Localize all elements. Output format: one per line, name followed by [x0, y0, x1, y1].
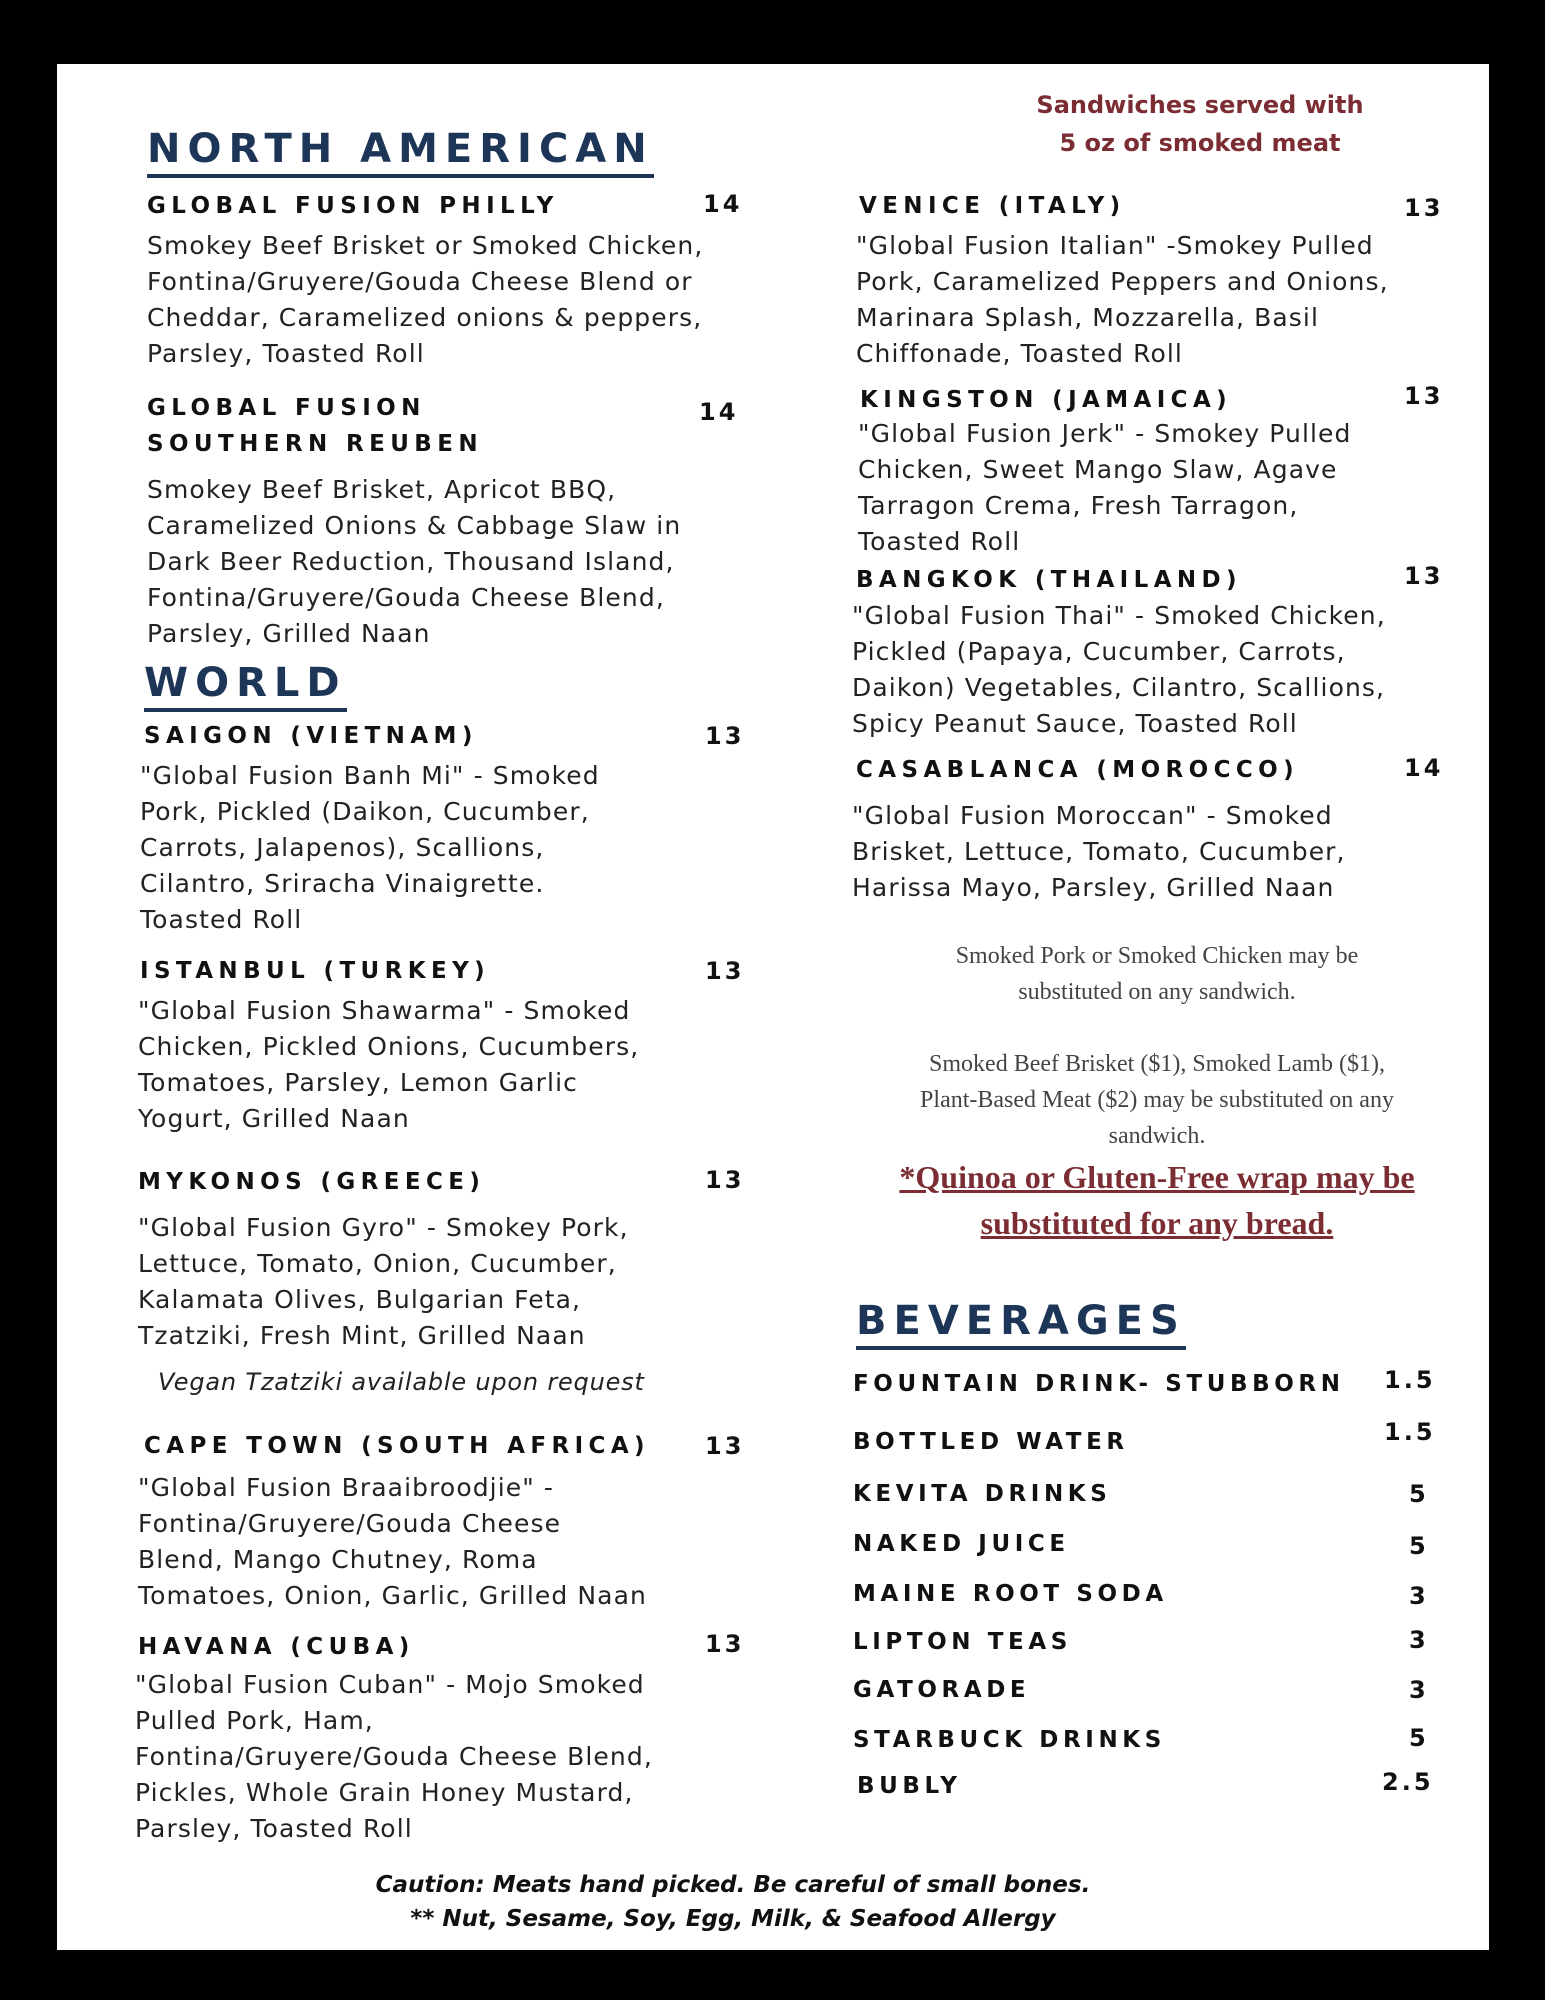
section-heading-north-american: NORTH AMERICAN: [147, 126, 654, 178]
beverage-price: 3: [1409, 1626, 1429, 1654]
beverage-price: 5: [1409, 1480, 1429, 1508]
menu-item-price: 13: [705, 722, 745, 750]
menu-item-description: "Global Fusion Moroccan" - Smoked Brisket, Lettuce, Tomato, Cucumber, Harissa Mayo, Parsley, Grilled Naan: [852, 801, 1346, 902]
menu-item-name: KINGSTON (JAMAICA): [860, 387, 1233, 413]
menu-item-name: VENICE (ITALY): [859, 193, 1126, 219]
substitution-note: Smoked Pork or Smoked Chicken may be substituted on any sandwich.: [955, 943, 1359, 1005]
beverage-price: 5: [1409, 1724, 1429, 1752]
menu-item-price: 14: [699, 398, 739, 426]
menu-item-name: GLOBAL FUSION: [147, 395, 426, 421]
beverage-price: 3: [1409, 1676, 1429, 1704]
menu-item-price: 13: [1404, 194, 1444, 222]
beverage-price: 2.5: [1382, 1768, 1434, 1796]
allergy-caution-footer: Caution: Meats hand picked. Be careful of small bones. ** Nut, Sesame, Soy, Egg, Milk, & Seafood Allergy: [375, 1872, 1091, 1932]
menu-item-description: Smokey Beef Brisket or Smoked Chicken, Fontina/Gruyere/Gouda Cheese Blend or Cheddar, Caramelized onions & peppers, Parsley, Toasted Roll: [147, 231, 704, 368]
menu-item-price: 13: [1404, 382, 1444, 410]
menu-item-name: BANGKOK (THAILAND): [856, 567, 1242, 593]
section-heading-world: WORLD: [144, 660, 347, 712]
beverage-price: 3: [1409, 1582, 1429, 1610]
menu-item-description: "Global Fusion Shawarma" - Smoked Chicken, Pickled Onions, Cucumbers, Tomatoes, Parsley, Lemon Garlic Yogurt, Grilled Naan: [138, 996, 640, 1133]
beverage-name: STARBUCK DRINKS: [853, 1727, 1166, 1753]
menu-item-price: 13: [1404, 562, 1444, 590]
menu-item-name: CAPE TOWN (SOUTH AFRICA): [144, 1433, 650, 1459]
beverage-price: 1.5: [1384, 1366, 1436, 1394]
menu-item-name: SAIGON (VIETNAM): [144, 723, 478, 749]
menu-item-price: 14: [703, 190, 743, 218]
beverage-name: GATORADE: [853, 1677, 1031, 1703]
menu-item-description: "Global Fusion Banh Mi" - Smoked Pork, Pickled (Daikon, Cucumber, Carrots, Jalapenos), Scallions, Cilantro, Sriracha Vinaigrette. Toasted Roll: [140, 761, 600, 934]
beverage-name: MAINE ROOT SODA: [853, 1581, 1168, 1607]
beverage-name: BOTTLED WATER: [853, 1429, 1129, 1455]
menu-item-description: "Global Fusion Thai" - Smoked Chicken, Pickled (Papaya, Cucumber, Carrots, Daikon) Vegetables, Cilantro, Scallions, Spicy Peanut Sauce, Toasted Roll: [852, 601, 1386, 738]
menu-item-price: 14: [1404, 754, 1444, 782]
beverage-name: NAKED JUICE: [853, 1531, 1070, 1557]
menu-item-description: "Global Fusion Cuban" - Mojo Smoked Pulled Pork, Ham, Fontina/Gruyere/Gouda Cheese Blend, Pickles, Whole Grain Honey Mustard, Parsley, Toasted Roll: [135, 1670, 653, 1843]
menu-item-name: GLOBAL FUSION PHILLY: [147, 193, 559, 219]
section-heading-beverages: BEVERAGES: [856, 1298, 1186, 1350]
menu-item-name-line2: SOUTHERN REUBEN: [147, 431, 483, 457]
menu-item-price: 13: [705, 1166, 745, 1194]
sandwich-serving-note: Sandwiches served with 5 oz of smoked meat: [1036, 91, 1364, 157]
menu-item-name: MYKONOS (GREECE): [138, 1169, 486, 1195]
gluten-free-note: *Quinoa or Gluten-Free wrap may be substituted for any bread.: [899, 1159, 1415, 1241]
menu-item-description: "Global Fusion Jerk" - Smokey Pulled Chicken, Sweet Mango Slaw, Agave Tarragon Crema, Fresh Tarragon, Toasted Roll: [858, 419, 1352, 556]
beverage-name: KEVITA DRINKS: [853, 1481, 1112, 1507]
menu-item-name: HAVANA (CUBA): [138, 1634, 415, 1660]
menu-item-name: ISTANBUL (TURKEY): [140, 958, 491, 984]
vegan-tzatziki-note: Vegan Tzatziki available upon request: [158, 1368, 645, 1396]
premium-substitution-note: Smoked Beef Brisket ($1), Smoked Lamb ($1), Plant-Based Meat ($2) may be substituted on any sandwich.: [920, 1051, 1394, 1149]
beverage-name: BUBLY: [857, 1773, 962, 1799]
menu-item-description: "Global Fusion Italian" -Smokey Pulled Pork, Caramelized Peppers and Onions, Marinara Splash, Mozzarella, Basil Chiffonade, Toasted Roll: [856, 231, 1389, 368]
beverage-name: LIPTON TEAS: [853, 1629, 1072, 1655]
beverage-name: FOUNTAIN DRINK- STUBBORN: [853, 1371, 1345, 1397]
beverage-price: 1.5: [1384, 1418, 1436, 1446]
menu-item-price: 13: [705, 1630, 745, 1658]
menu-item-description: "Global Fusion Gyro" - Smokey Pork, Lettuce, Tomato, Onion, Cucumber, Kalamata Olives, Bulgarian Feta, Tzatziki, Fresh Mint, Grilled Naan: [138, 1213, 629, 1350]
beverage-price: 5: [1409, 1532, 1429, 1560]
menu-item-description: Smokey Beef Brisket, Apricot BBQ, Caramelized Onions & Cabbage Slaw in Dark Beer Reduction, Thousand Island, Fontina/Gruyere/Gouda Cheese Blend, Parsley, Grilled Naan: [147, 475, 682, 648]
menu-page: [57, 64, 1489, 1950]
menu-item-price: 13: [705, 1432, 745, 1460]
menu-item-name: CASABLANCA (MOROCCO): [856, 757, 1300, 783]
menu-item-description: "Global Fusion Braaibroodjie" - Fontina/Gruyere/Gouda Cheese Blend, Mango Chutney, Roma Tomatoes, Onion, Garlic, Grilled Naan: [138, 1473, 647, 1610]
menu-item-price: 13: [705, 957, 745, 985]
